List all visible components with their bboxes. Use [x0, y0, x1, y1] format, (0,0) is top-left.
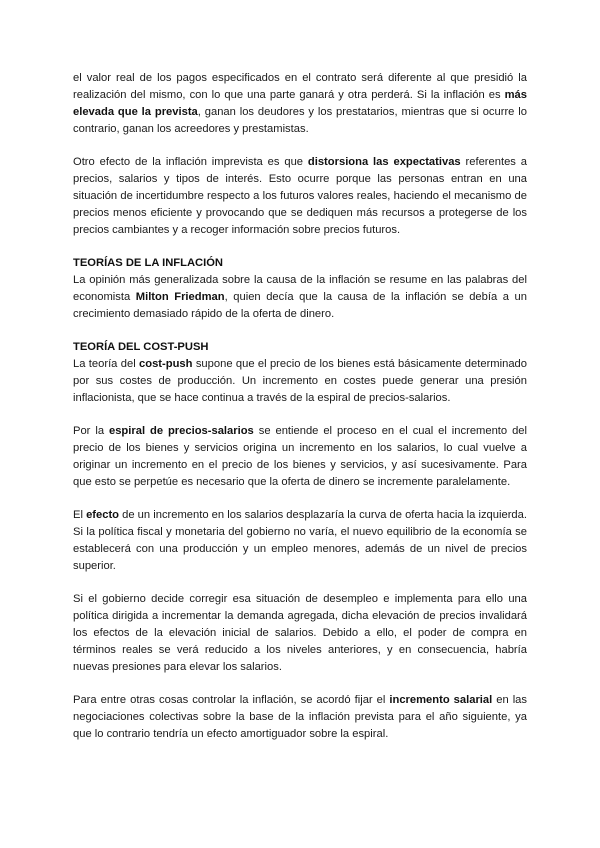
bold-term: espiral de precios-salarios — [108, 425, 254, 437]
document-page — [73, 70, 527, 743]
paragraph-wage-price-spiral: Por la espiral de precios-salarios se entiende el proceso en el cual el incremento del precio de los bienes y servicios origina un incremento en los salarios, lo cual vuelve a originar un incremento en el precio de los bienes y servicios, y así sucesivamente. Para que esto se perpetúe es necesario que la oferta de dinero se incremente paralelamente. — [73, 425, 527, 488]
bold-term: incremento salarial — [389, 694, 493, 706]
paragraph-inflation-contracts: el valor real de los pagos especificados en el contrato será diferente al que presidió la realización del mismo, con lo que una parte ganará y otra perderá. Si la inflación es más elevada que la prevista, ganan los deudores y los prestatarios, mientras que si ocurre lo contrario, ganan los acreedores y prestamistas. — [73, 72, 527, 135]
section-heading-cost-push: TEORÍA DEL COST-PUSH — [73, 341, 209, 353]
bold-term: efecto — [86, 509, 120, 521]
paragraph-expectations: Otro efecto de la inflación imprevista es que distorsiona las expectativas referentes a precios, salarios y tipos de interés. Esto ocurre porque las personas entran en una situación de incertidumbre respecto a los futuros valores reales, haciendo el mecanismo de precios menos eficiente y provocando que se dediquen más recursos a protegerse de los precios cambiantes y a recoger información sobre precios futuros. — [73, 156, 527, 236]
bold-term: más elevada que la prevista — [73, 89, 527, 118]
bold-term: distorsiona las expectativas — [307, 156, 461, 168]
bold-term: cost-push — [139, 358, 193, 370]
bold-term: Milton Friedman — [135, 291, 225, 303]
paragraph-wage-increase: Para entre otras cosas controlar la inflación, se acordó fijar el incremento salarial en las negociaciones colectivas sobre la base de la inflación prevista para el año siguiente, ya que lo contrario tendría un efecto amortiguador sobre la espiral. — [73, 694, 527, 740]
paragraph-wage-effect: El efecto de un incremento en los salarios desplazaría la curva de oferta hacia la izquierda. Si la política fiscal y monetaria del gobierno no varía, el nuevo equilibrio de la economía se establecerá con una producción y un empleo menores, además de un nivel de precios superior. — [73, 509, 527, 572]
paragraph-government-policy: Si el gobierno decide corregir esa situación de desempleo e implementa para ello una política dirigida a incrementar la demanda agregada, dicha elevación de precios invalidará los efectos de la elevación inicial de salarios. Debido a ello, el poder de compra en términos reales se verá reducido a los niveles anteriores, y en consecuencia, habría nuevas presiones para elevar los salarios. — [73, 593, 527, 673]
paragraph-cost-push: La teoría del cost-push supone que el precio de los bienes está básicamente determinado por sus costes de producción. Un incremento en costes puede generar una presión inflacionista, que se hace continua a través de la espiral de precios-salarios. — [73, 358, 527, 404]
paragraph-friedman: La opinión más generalizada sobre la causa de la inflación se resume en las palabras del economista Milton Friedman, quien decía que la causa de la inflación se debía a un crecimiento demasiado rápido de la oferta de dinero. — [73, 274, 527, 320]
section-heading-theories: TEORÍAS DE LA INFLACIÓN — [73, 257, 223, 269]
